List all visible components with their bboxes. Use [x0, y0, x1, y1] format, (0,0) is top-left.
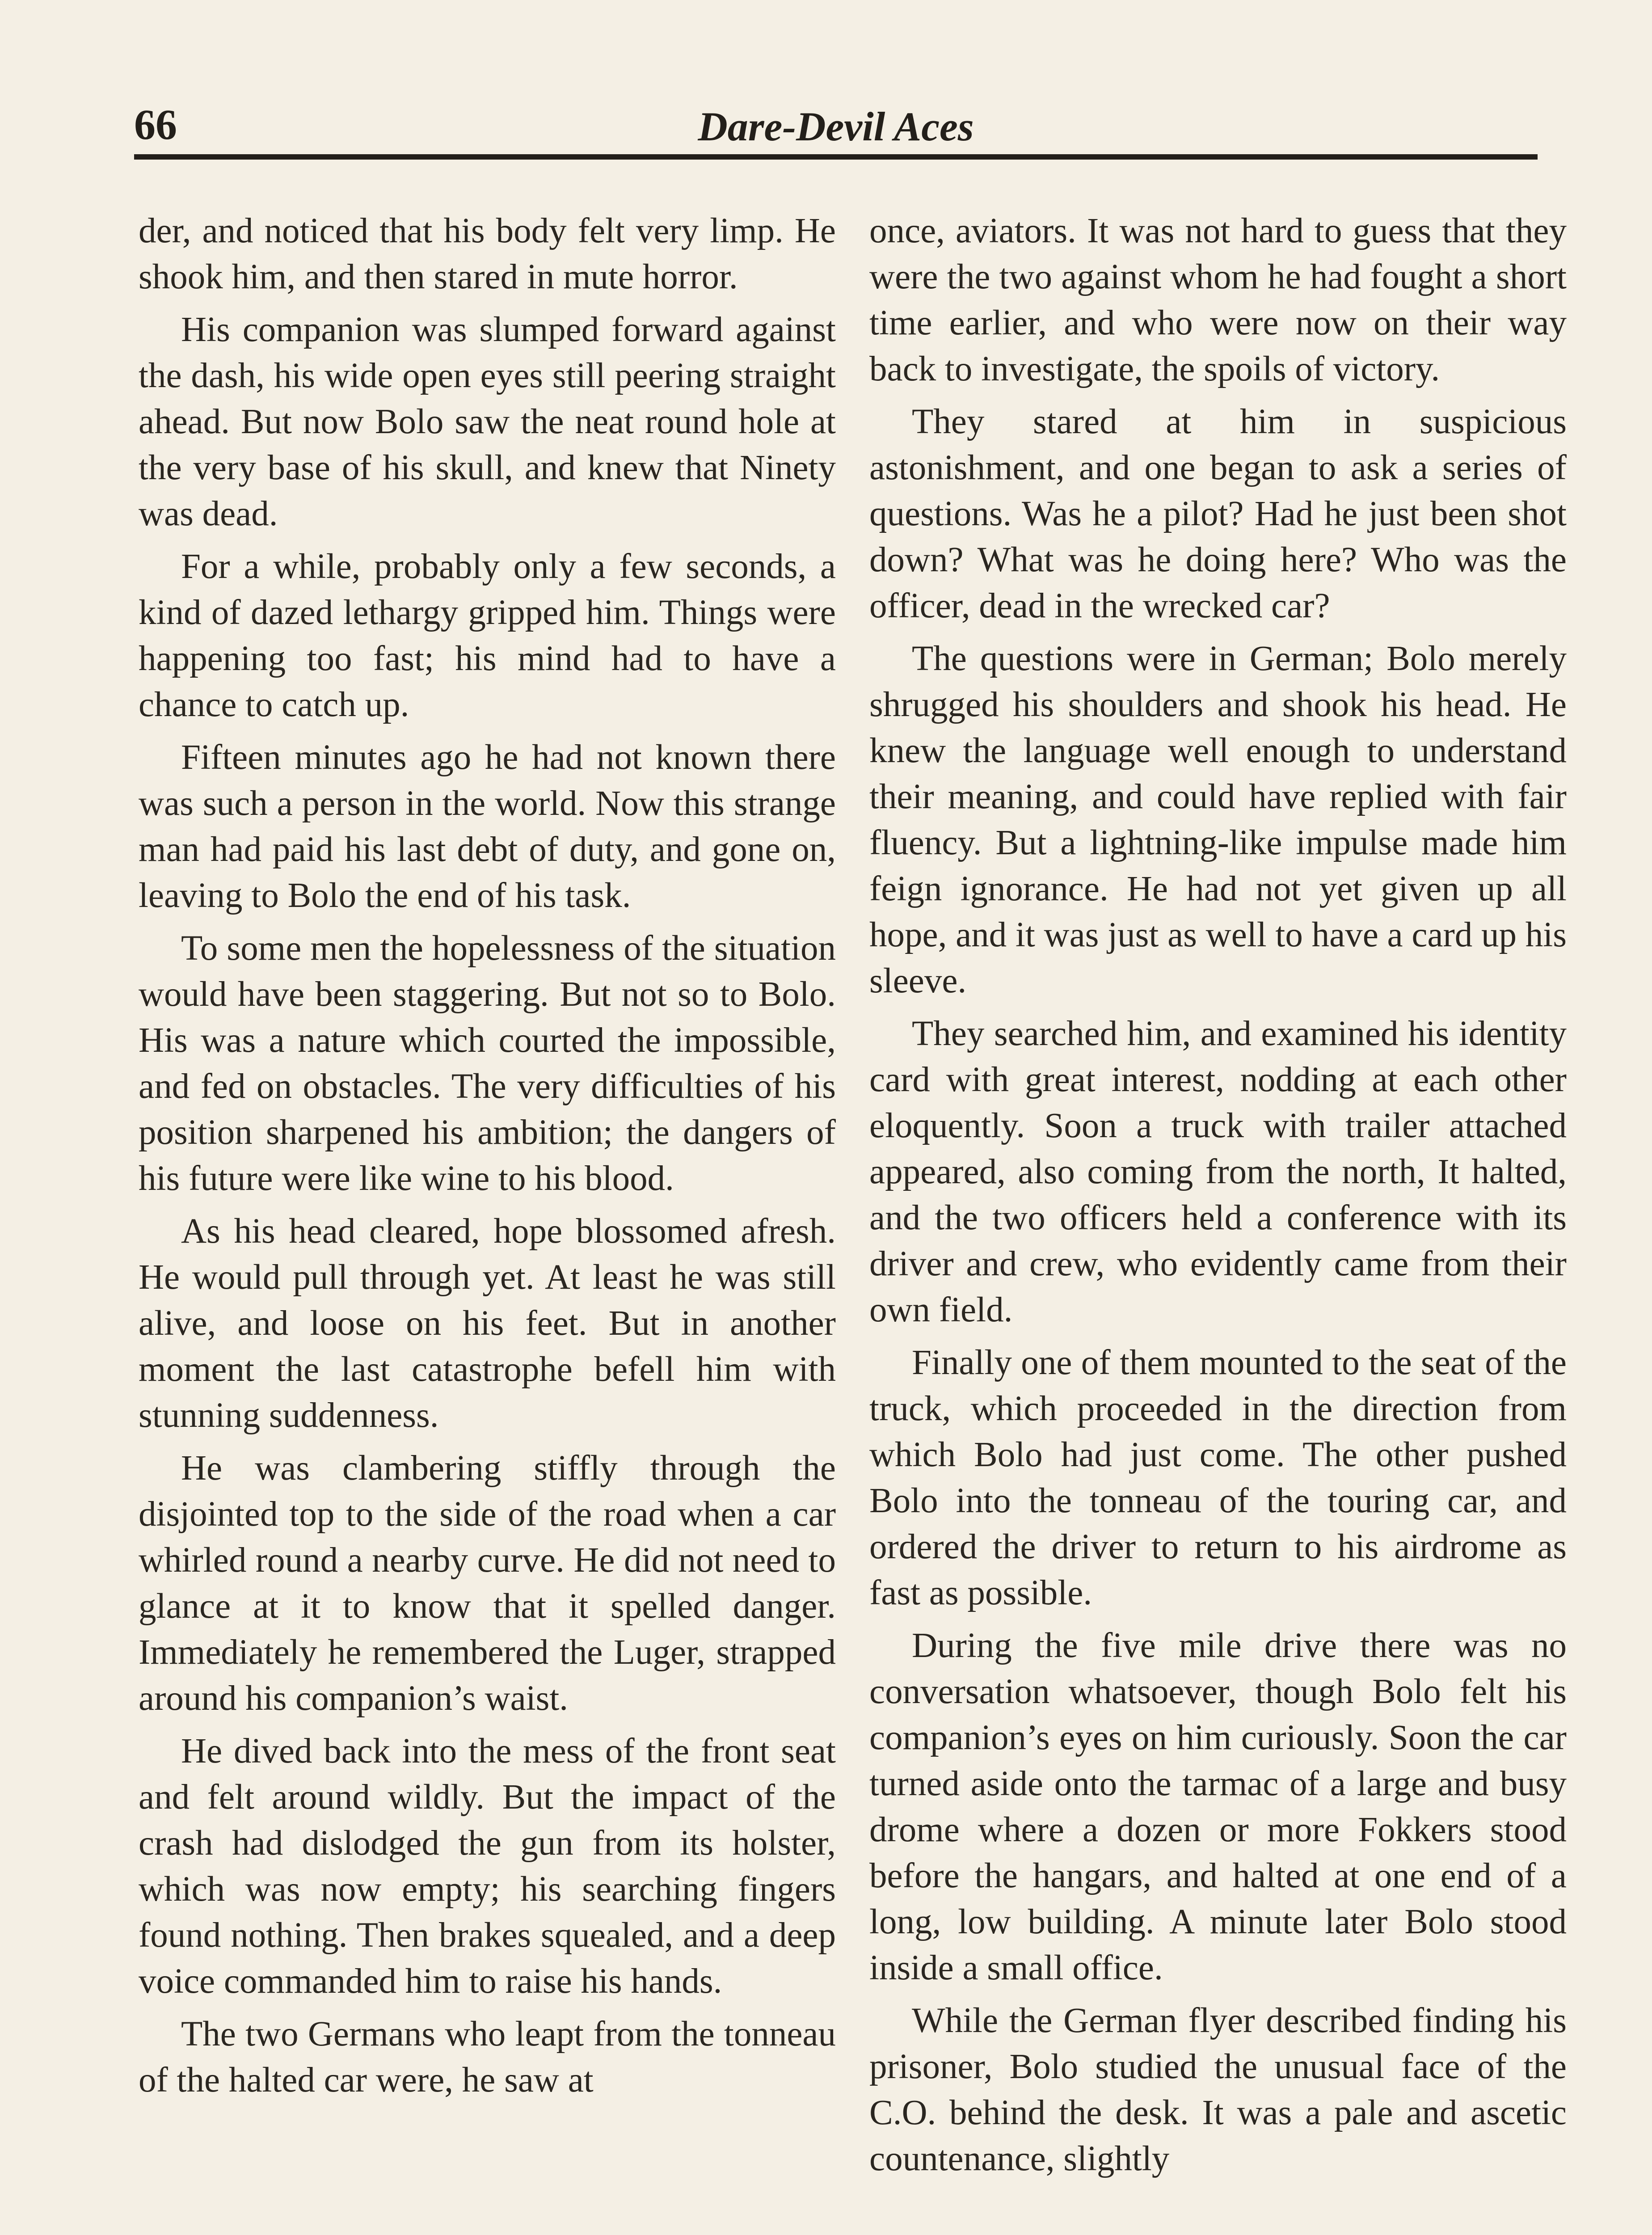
- paragraph: Fifteen minutes ago he had not known there was such a person in the world. Now this strange man had paid his last debt of duty, and gone on, leaving to Bolo the end of his task.: [139, 738, 836, 915]
- paragraph: They searched him, and examined his identity card with great interest, nodding at each other eloquently. Soon a truck with trailer attached appeared, also coming from the north, It halted, and the two officers held a conference with its driver and crew, who evidently came from their own field.: [869, 1014, 1567, 1329]
- paragraph: For a while, probably only a few seconds, a kind of dazed lethargy gripped him. Things were happening too fast; his mind had to have a chance to catch up.: [139, 547, 836, 724]
- paragraph: His companion was slumped forward against the dash, his wide open eyes still peering straight ahead. But now Bolo saw the neat round hole at the very base of his skull, and knew that Ninety was dead.: [139, 310, 836, 533]
- paragraph: They stared at him in suspicious astonishment, and one began to ask a series of questions. Was he a pilot? Had he just been shot down? What was he doing here? Who was the officer, dead in the wrecked car?: [869, 402, 1567, 625]
- paragraph: While the German flyer described finding his prisoner, Bolo studied the unusual face of the C.O. behind the desk. It was a pale and ascetic countenance, slightly: [869, 2001, 1567, 2178]
- left-column: [139, 208, 836, 2110]
- paragraph: During the five mile drive there was no conversation whatsoever, though Bolo felt his companion’s eyes on him curiously. Soon the car turned aside onto the tarmac of a large and busy drome where a dozen or more Fokkers stood before the hangars, and halted at one end of a long, low building. A minute later Bolo stood inside a small office.: [869, 1626, 1567, 1987]
- magazine-title: Dare-Devil Aces: [698, 104, 974, 149]
- paragraph: Finally one of them mounted to the seat of the truck, which proceeded in the direction from which Bolo had just come. The other pushed Bolo into the tonneau of the touring car, and ordered the driver to return to his airdrome as fast as possible.: [869, 1343, 1567, 1612]
- paragraph: der, and noticed that his body felt very limp. He shook him, and then stared in mute horror.: [139, 211, 836, 296]
- right-column: [869, 208, 1567, 2189]
- paragraph: To some men the hopelessness of the situation would have been staggering. But not so to Bolo. His was a nature which courted the impossible, and fed on obstacles. The very difficulties of his position sharpened his ambition; the dangers of his future were like wine to his blood.: [139, 929, 836, 1198]
- paragraph: The questions were in German; Bolo merely shrugged his shoulders and shook his head. He knew the language well enough to understand their meaning, and could have replied with fair fluency. But a lightning-like impulse made him feign ignorance. He had not yet given up all hope, and it was just as well to have a card up his sleeve.: [869, 639, 1567, 1000]
- paragraph: once, aviators. It was not hard to guess that they were the two against whom he had fought a short time earlier, and who were now on their way back to investigate, the spoils of victory.: [869, 211, 1567, 388]
- paragraph: He dived back into the mess of the front seat and felt around wildly. But the impact of the crash had dislodged the gun from its holster, which was now empty; his searching fingers found nothing. Then brakes squealed, and a deep voice commanded him to raise his hands.: [139, 1732, 836, 2001]
- paragraph: As his head cleared, hope blossomed afresh. He would pull through yet. At least he was still alive, and loose on his feet. But in another moment the last catastrophe befell him with stunning suddenness.: [139, 1212, 836, 1435]
- paragraph: He was clambering stiffly through the disjointed top to the side of the road when a car whirled round a nearby curve. He did not need to glance at it to know that it spelled danger. Immediately he remembered the Luger, strapped around his companion’s waist.: [139, 1449, 836, 1718]
- paragraph: The two Germans who leapt from the tonneau of the halted car were, he saw at: [139, 2015, 836, 2100]
- page-header: [134, 96, 1538, 160]
- page-number: 66: [134, 101, 177, 148]
